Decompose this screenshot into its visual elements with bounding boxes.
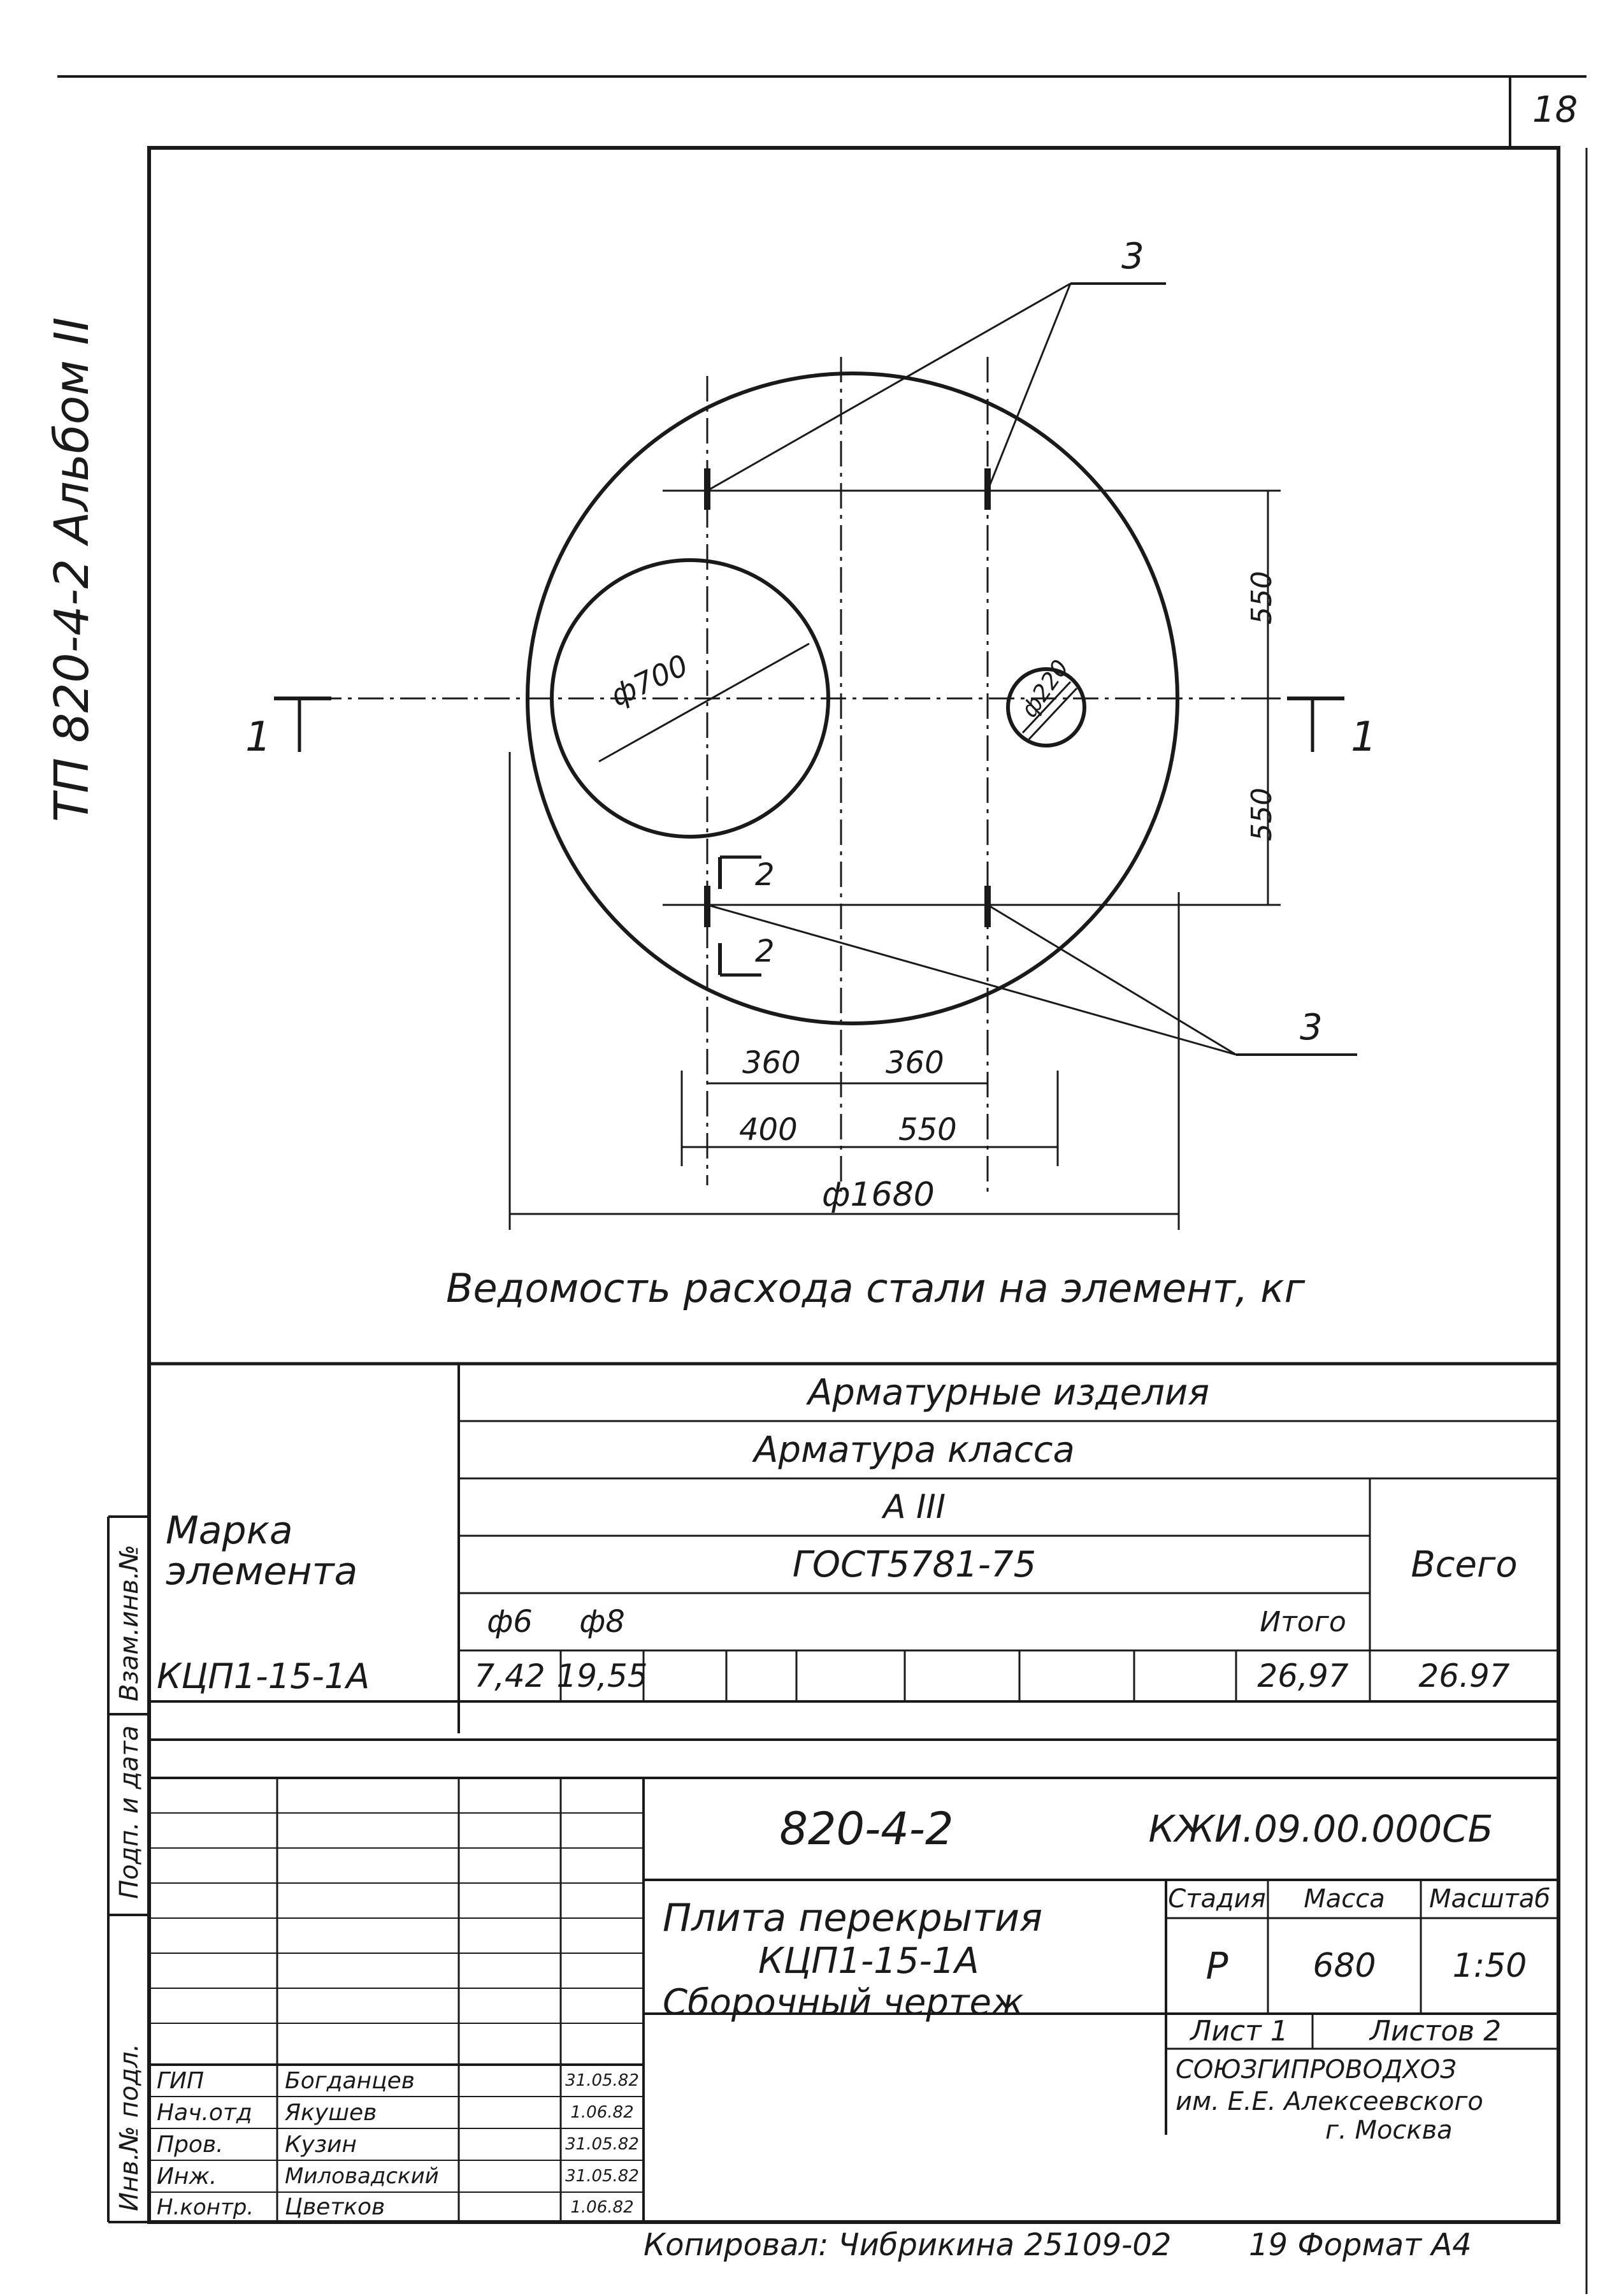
signature-role: Н.контр. [157, 2194, 254, 2220]
col-d6: ф6 [487, 1604, 533, 1640]
signature-name: Якушев [285, 2099, 377, 2126]
dim-550-upper: 550 [1246, 571, 1278, 625]
row-d6: 7,42 [474, 1657, 545, 1694]
marker-2-upper: 2 [755, 857, 775, 893]
signature-date: 1.06.82 [570, 2197, 634, 2217]
project-number: 820-4-2 [779, 1803, 954, 1855]
document-code: КЖИ.09.00.000СБ [1148, 1807, 1493, 1851]
signature-name: Цветков [285, 2194, 385, 2220]
row-subtotal: 26,97 [1257, 1657, 1349, 1694]
marker-3-top: 3 [1121, 236, 1144, 277]
signature-role: Пров. [157, 2131, 224, 2158]
header-class-value: А III [882, 1488, 946, 1526]
dim-400: 400 [739, 1112, 798, 1148]
signature-date: 1.06.82 [570, 2103, 634, 2122]
col-d8: ф8 [579, 1604, 625, 1640]
marker-2-lower: 2 [755, 934, 775, 969]
product-title-line2: КЦП1-15-1А [758, 1940, 979, 1982]
dim-360-left: 360 [742, 1045, 801, 1081]
mass-label: Масса [1304, 1884, 1385, 1914]
stage-value: Р [1205, 1944, 1228, 1988]
sheet-label: Лист 1 [1190, 2015, 1288, 2047]
marker-3-bottom: 3 [1300, 1007, 1323, 1048]
mass-value: 680 [1313, 1947, 1376, 1985]
dim-diameter: ф1680 [822, 1176, 935, 1214]
steel-table-title: Ведомость расхода стали на элемент, кг [446, 1265, 1306, 1311]
org-line3: г. Москва [1325, 2116, 1453, 2145]
dim-hole-large: ф700 [605, 647, 694, 713]
signature-date: 31.05.82 [565, 2167, 639, 2186]
section-mark-left: 1 [245, 714, 271, 761]
org-line1: СОЮЗГИПРОВОДХОЗ [1176, 2055, 1457, 2084]
row-mark: КЦП1-15-1А [157, 1656, 370, 1696]
scale-value: 1:50 [1452, 1947, 1527, 1985]
col-subtotal: Итого [1260, 1605, 1346, 1638]
row-total: 26.97 [1418, 1657, 1510, 1694]
scale-label: Масштаб [1428, 1884, 1551, 1914]
stage-label: Стадия [1168, 1884, 1266, 1914]
header-rebar-products: Арматурные изделия [807, 1371, 1210, 1413]
header-element-mark: Марка элемента [166, 1508, 358, 1594]
signature-name: Богданцев [285, 2067, 415, 2094]
dim-hole-small: ф220 [1016, 655, 1074, 723]
product-title-line1: Плита перекрытия [663, 1896, 1043, 1940]
sheet-number: 18 [1532, 89, 1578, 131]
signature-name: Миловадский [285, 2163, 439, 2189]
signature-date: 31.05.82 [565, 2135, 639, 2154]
sheets-label: Листов 2 [1369, 2015, 1502, 2047]
signature-name: Кузин [285, 2131, 357, 2158]
section-mark-right: 1 [1351, 714, 1377, 761]
dim-550-bottom: 550 [898, 1112, 957, 1148]
org-line2: им. Е.Е. Алексеевского [1176, 2087, 1483, 2116]
dim-360-right: 360 [886, 1045, 944, 1081]
album-side-label: ТП 820-4-2 Альбом II [45, 317, 99, 822]
row-d8: 19,55 [556, 1657, 648, 1694]
dim-550-lower: 550 [1246, 788, 1278, 841]
header-total: Всего [1411, 1543, 1518, 1585]
side-stamp-replacement: Взам.инв.№ [115, 1544, 144, 1701]
copied-by: Копировал: Чибрикина 25109-02 [644, 2227, 1172, 2263]
signature-role: Инж. [157, 2163, 217, 2190]
product-title-line3: Сборочный чертеж [663, 1982, 1024, 2023]
header-gost: ГОСТ5781-75 [792, 1543, 1037, 1585]
signature-date: 31.05.82 [565, 2071, 639, 2090]
header-rebar-class: Арматура класса [754, 1429, 1075, 1471]
format-label: 19 Формат А4 [1249, 2227, 1472, 2263]
signature-role: ГИП [157, 2067, 205, 2094]
side-stamp-sign-date: Подп. и дата [115, 1725, 144, 1899]
side-stamp-inventory: Инв.№ подл. [115, 2043, 144, 2211]
signature-role: Нач.отд [157, 2099, 252, 2126]
